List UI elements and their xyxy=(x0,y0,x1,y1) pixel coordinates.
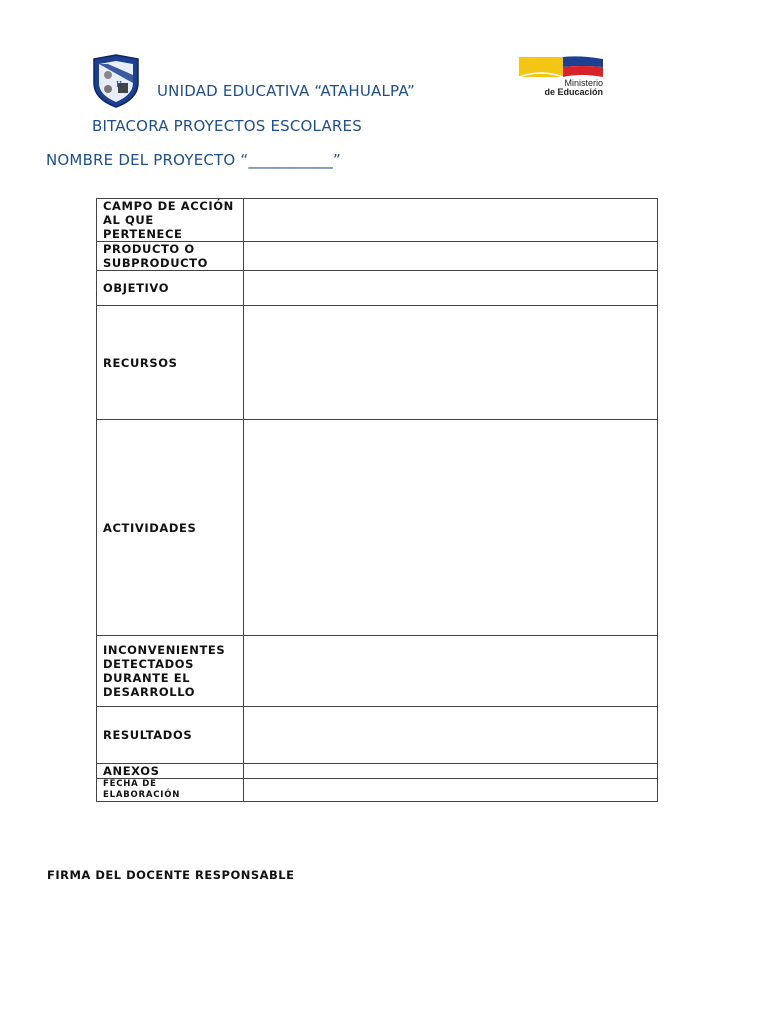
project-log-table xyxy=(96,198,658,802)
row-label-inconvenientes: INCONVENIENTES DETECTADOS DURANTE EL DESARROLLO xyxy=(97,636,244,707)
table-row xyxy=(97,707,658,764)
document-title: BITACORA PROYECTOS ESCOLARES xyxy=(92,117,362,135)
row-value-fecha[interactable] xyxy=(244,779,658,802)
row-label-fecha: FECHA DE ELABORACIÓN xyxy=(97,779,244,802)
row-value-campo[interactable] xyxy=(244,199,658,242)
row-label-producto: PRODUCTO O SUBPRODUCTO xyxy=(97,242,244,271)
table-row xyxy=(97,764,658,779)
ministry-line2: de Educación xyxy=(544,87,603,97)
table-row xyxy=(97,636,658,707)
row-value-producto[interactable] xyxy=(244,242,658,271)
table-row xyxy=(97,242,658,271)
signature-label: FIRMA DEL DOCENTE RESPONSABLE xyxy=(47,868,295,882)
ministry-education-logo xyxy=(505,55,607,99)
school-name: UNIDAD EDUCATIVA “ATAHUALPA” xyxy=(157,82,415,100)
school-emblem-logo xyxy=(90,53,142,109)
row-label-recursos: RECURSOS xyxy=(97,306,244,420)
row-value-inconvenientes[interactable] xyxy=(244,636,658,707)
table-row xyxy=(97,271,658,306)
ministry-line1: Ministerio xyxy=(564,78,603,88)
row-label-anexos: ANEXOS xyxy=(97,764,244,779)
table-row xyxy=(97,779,658,802)
row-label-actividades: ACTIVIDADES xyxy=(97,420,244,636)
row-label-campo: CAMPO DE ACCIÓN AL QUE PERTENECE xyxy=(97,199,244,242)
row-value-recursos[interactable] xyxy=(244,306,658,420)
row-value-anexos[interactable] xyxy=(244,764,658,779)
row-label-objetivo: OBJETIVO xyxy=(97,271,244,306)
row-value-objetivo[interactable] xyxy=(244,271,658,306)
row-value-resultados[interactable] xyxy=(244,707,658,764)
project-name-field: NOMBRE DEL PROYECTO “___________” xyxy=(46,151,342,169)
table-row xyxy=(97,199,658,242)
table-row xyxy=(97,420,658,636)
table-row xyxy=(97,306,658,420)
row-label-resultados: RESULTADOS xyxy=(97,707,244,764)
row-value-actividades[interactable] xyxy=(244,420,658,636)
school-emblem-text: II xyxy=(116,80,123,89)
